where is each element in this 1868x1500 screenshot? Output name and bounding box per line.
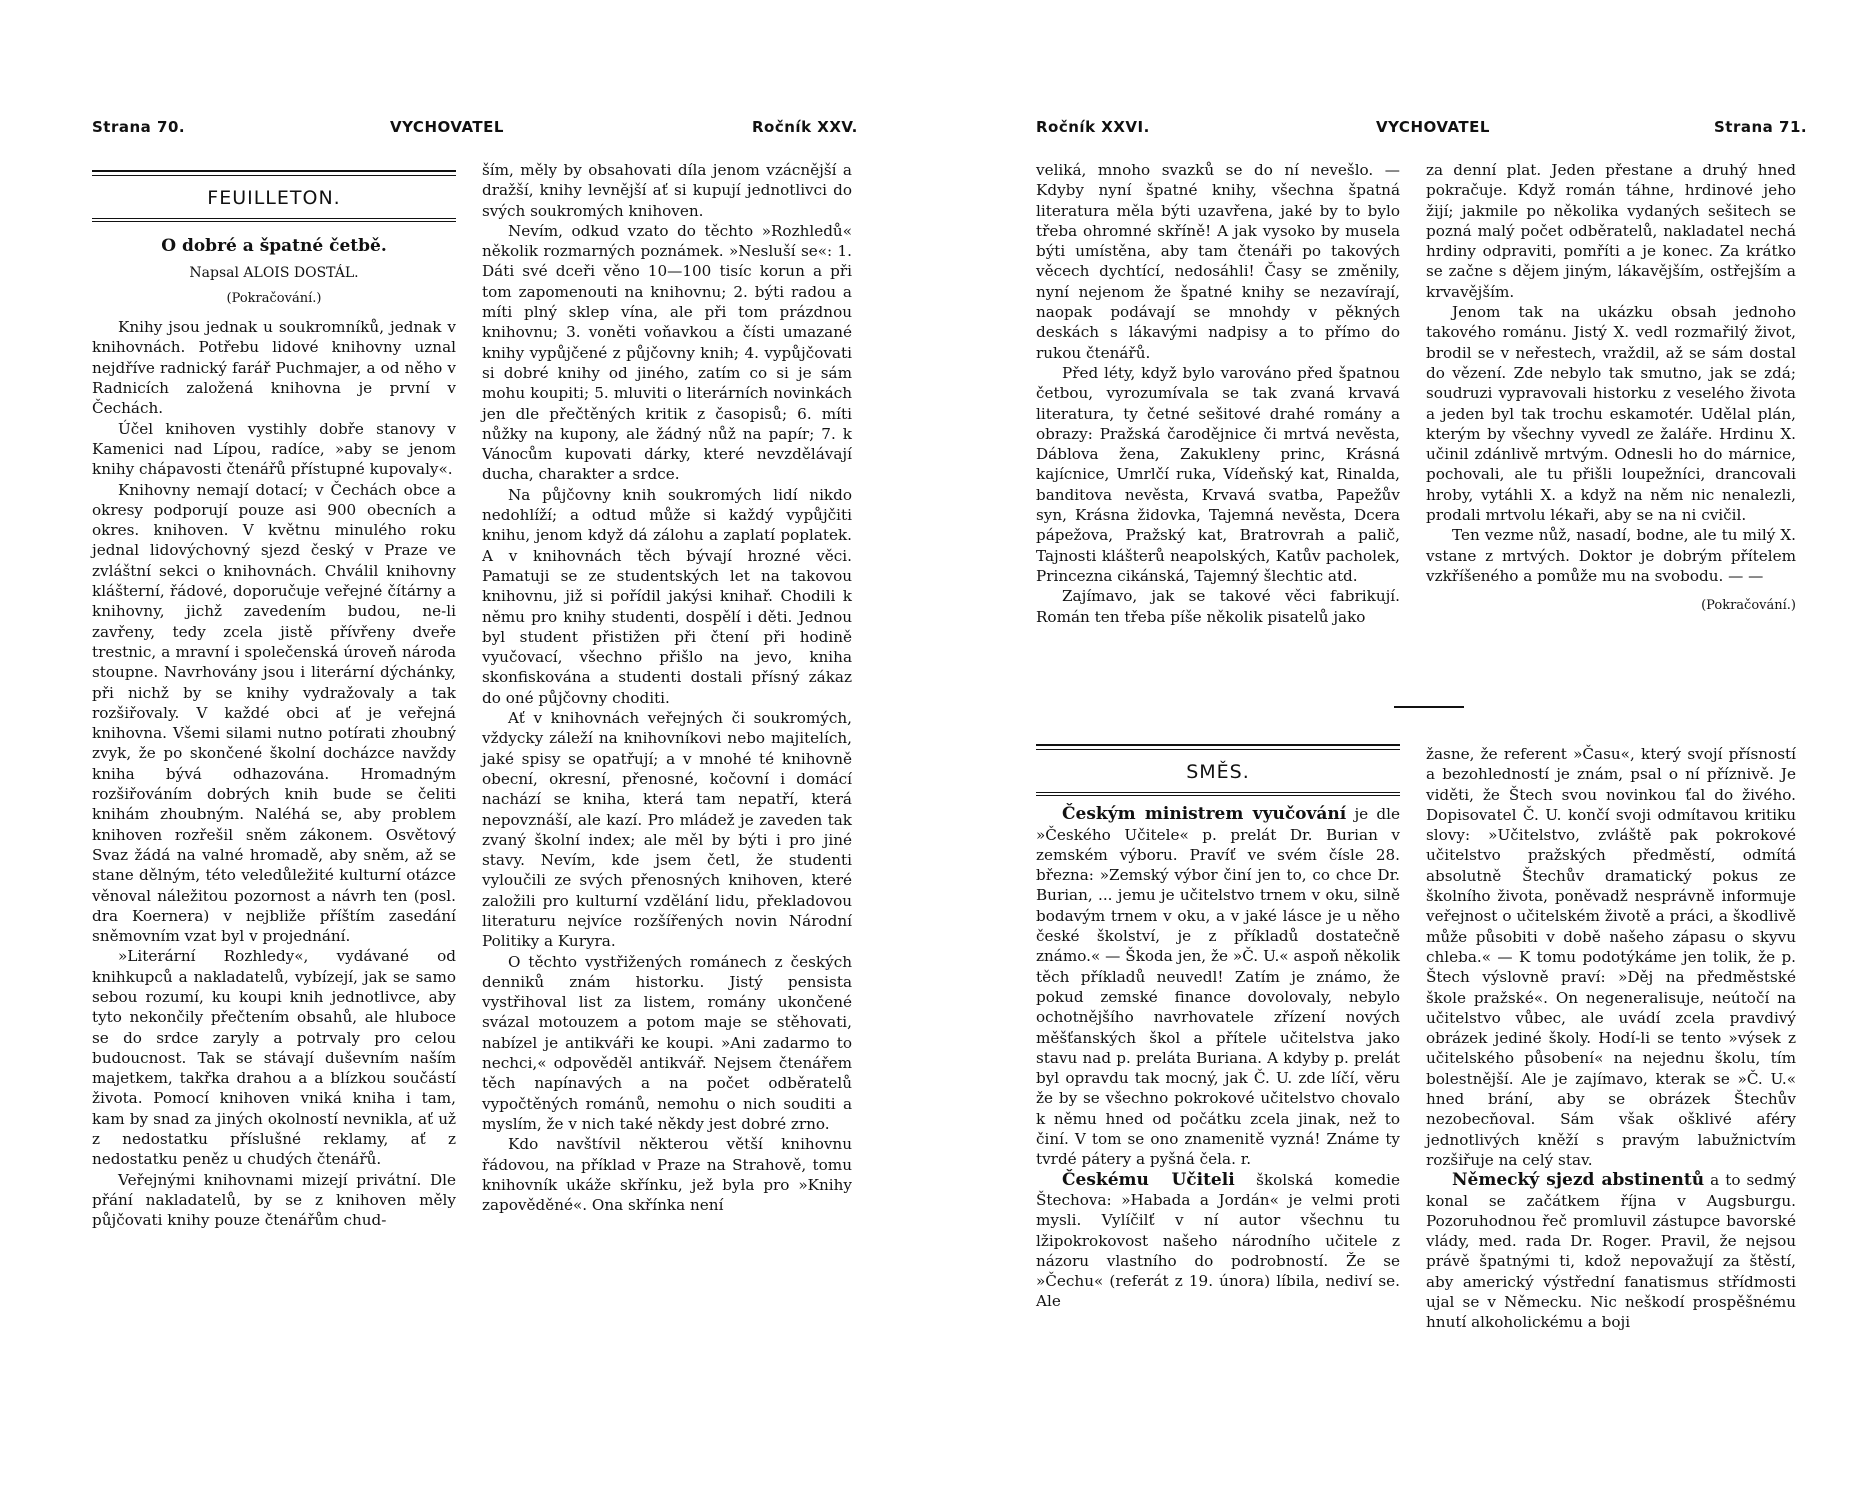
left-column-1: [92, 170, 456, 1231]
section-divider: [1394, 706, 1464, 708]
left-column-2: [482, 160, 852, 1215]
paragraph: Knihy jsou jednak u soukromníků, jednak v knihovnách. Potřebu lidové knihovny uznal nejdříve radnický farář Puchmajer, a od něho v Radnicích založená knihovna je první v Čechách.: [92, 318, 456, 418]
news-lead: Německý sjezd abstinentů: [1452, 1170, 1705, 1191]
section-title-smes: SMĚS.: [1186, 761, 1250, 783]
smes-rule-lower: [1036, 792, 1400, 796]
paragraph: Před léty, když bylo varováno před špatnou četbou, vyrozumívala se tak zvaná krvavá literatura, ty četné sešitové drahé romány a obrazy: Pražská čarodějnice či mrtvá nevěsta, Dáblova žena, Zakukleny princ, Krásná kajícnice, Umrlčí ruka, Vídeňský kat, Rinalda, banditova nevěsta, Krvavá svatba, Papežův syn, Krásna židovka, Tajemná nevěsta, Dcera pápežova, Pražský kat, Bratrovrah a palič, Tajnosti klášterů neapolských, Katův pacholek, Princezna cikánská, Tajemný šlechtic atd.: [1036, 363, 1400, 585]
left-journal-title: VYCHOVATEL: [390, 118, 504, 136]
news-text: školská komedie Štechova: »Habada a Jordán« je velmi proti mysli. Vylíčilť v ní autor všechnu tu lžipokrokovost našeho národního učitele z názoru vlastního do podrobností. Že se »Čechu« (referát z 19. února) líbila, nediví se. Ale: [1036, 1170, 1401, 1311]
news-item: [1426, 744, 1796, 1170]
continuation-note: (Pokračování.): [1701, 598, 1796, 614]
paragraph: »Literární Rozhledy«, vydávané od knihkupců a nakladatelů, vybízejí, jak se samo sebou rozumí, ku koupi knih jednotlivce, aby tyto nekončily přečtením obsahů, ale hluboce se do srdce zaryly a potrvaly pro celou budoucnost. Tak se stávají duševním naším majetkem, takřka drahou a a blízkou součástí života. Pomocí knihoven vniká kniha i tam, kam by snad za jiných okolností nevnikla, ať už z nedostatku příslušné reklamy, ať z nedostatku peněz u chudých čtenářů.: [92, 947, 456, 1169]
news-text: je dle »Českého Učitele« p. prelát Dr. Burian v zemském výboru. Pravíť ve svém čísle 28. března: »Zemský výbor činí jen to, co chce Dr. Burian, ... jemu je učitelstvo trnem v oku, silně bodavým trnem v oku, a v jaké lásce je u něho české školství, je z příkladů dostatečně známo.« — Škoda jen, že »Č. U.« aspoň několik těch příkladů neuvedl! Zatím je známo, že pokud zemské finance dovolovaly, nebylo ochotnějšího navrhovatele zřízení nových měšťanských škol a přítele učitelstva jako stavu nad p. preláta Buriana. A kdyby p. prelát byl opravdu tak mocný, jak Č. U. zde líčí, věru že by se všechno pokrokové učitelstvo chovalo k němu hned od počátku zcela jinak, než to činí. V tom se ono znamenitě vyzná! Známe ty tvrdé pátery a pyšná čela. r.: [1036, 805, 1400, 1169]
right-page-number: Strana 71.: [1714, 118, 1808, 136]
right-page: [934, 0, 1868, 1500]
paragraph: veliká, mnoho svazků se do ní nevešlo. — Kdyby nyní špatné knihy, všechna špatná literatura měla býti uzavřena, jaké by to bylo třeba ohromné skříně! A jak vysoko by musela býti umístěna, aby tam čtenáři po takových věcech dychtící, nedosáhli! Časy se změnily, nyní nejenom že špatné knihy se nezavírají, naopak podávají se mnohdy v pěkných deskách s lákavými nadpisy a to přímo do rukou čtenářů.: [1036, 161, 1400, 362]
paragraph: Účel knihoven vystihly dobře stanovy v Kamenici nad Lípou, radíce, »aby se jenom knihy chápavosti čtenářů přístupné kupovaly«.: [92, 419, 456, 479]
right-column-2-bottom: [1426, 744, 1796, 1333]
feuilleton-rule: [92, 170, 456, 176]
left-volume: Ročník XXV.: [752, 118, 858, 136]
news-text: žasne, že referent »Času«, který svojí přísností a bezohledností je znám, psal o ní příznivě. Je viděti, že Štech svou novinkou ťal do živého. Dopisovatel Č. U. končí svoji odmítavou kritiku slovy: »Učitelstvo, zvláště pak pokrokové učitelstvo pražských předměstí, odmítá absolutně Štechův dramatický pokus ze školního života, poněvadž nesprávně informuje veřejnost o učitelském životě a práci, a škodlivě může působiti v době našeho zápasu o skyvu chleba.« — K tomu podotýkáme jen tolik, že p. Štech výslovně praví: »Děj na předměstské škole pražské«. On negeneralisuje, neútočí na učitelstvo vůbec, ale uvádí zcela pravdivý obrázek jediné školy. Hodí-li se tento »výsek z učitelského působení« na nejednu školu, tím bolestnější. Ale je zajímavo, kterak se »Č. U.« hned brání, aby se obrázek Štechův nezobecňoval. Sám však ošklivé aféry jednotlivých kněží s pravým labužnictvím rozšiřuje na celý stav.: [1426, 745, 1796, 1169]
right-column-2-top: [1426, 160, 1796, 617]
feuilleton-rule-lower: [92, 218, 456, 222]
article-title: O dobré a špatné četbě.: [161, 236, 387, 257]
paragraph: Jenom tak na ukázku obsah jednoho takového románu. Jistý X. vedl rozmařilý život, brodil se v neřestech, vraždil, až se sám dostal do vězení. Zde nebylo tak smutno, jak se zdá; soudruzi vypravovali historku z veselého života a jeden byl tak trochu eskamotér. Udělal plán, kterým by všechny vyvedl ze žaláře. Hrdinu X. učinil zdánlivě mrtvým. Odnesli ho do márnice, pochovali, ale tu přišli loupežníci, drancovali hroby, vytáhli X. a když na něm nic nenalezli, prodali mrtvolu lékaři, aby se na ni cvičil.: [1426, 303, 1796, 525]
news-item: [1036, 804, 1400, 1169]
smes-rule: [1036, 744, 1400, 750]
paragraph: Na půjčovny knih soukromých lidí nikdo nedohlíží; a odtud může si každý vypůjčiti knihu, jenom když dá zálohu a zaplatí poplatek. A v knihovnách těch bývají hrozné věci. Pamatuji se ze studentských let na takovou knihovnu, již si pořídil jakýsi knihař. Chodili k němu pro knihy studenti, dospělí i děti. Jednou byl student přistižen při čtení při hodině vyučovací, všechno přišlo na jevo, kniha skonfiskována a studenti dostali přísný zákaz do oné půjčovny choditi.: [482, 485, 852, 707]
right-column-1-bottom: [1036, 744, 1400, 1312]
paragraph: Ať v knihovnách veřejných či soukromých, vždycky záleží na knihovníkovi nebo majitelích, jaké spisy se opatřují; a v mnohé té knihovně obecní, okresní, přenosné, kočovní i domácí nachází se kniha, která tam nepatří, která nepovznáší, ale kazí. Pro mládež je zaveden tak zvaný školní index; ale měl by býti i pro jiné stavy. Nevím, kde jsem četl, že studenti vyloučili ze svých přenosných knihoven, které založili pro kulturní vzdělání lidu, překladovou literaturu nejvíce rozšířených novin Národní Politiky a Kuryra.: [482, 709, 852, 951]
left-page-number: Strana 70.: [92, 118, 186, 136]
section-title-feuilleton: FEUILLETON.: [207, 187, 341, 209]
paragraph: Kdo navštívil některou větší knihovnu řádovou, na příklad v Praze na Strahově, tomu knihovník ukáže skřínku, jež byla pro »Knihy zapověděné«. Ona skřínka není: [482, 1135, 852, 1215]
paragraph: Zajímavo, jak se takové věci fabrikují. Román ten třeba píše několik pisatelů jako: [1036, 587, 1400, 626]
right-volume: Ročník XXVI.: [1036, 118, 1150, 136]
news-lead: Českému Učiteli: [1062, 1169, 1235, 1190]
right-journal-title: VYCHOVATEL: [1376, 118, 1490, 136]
right-column-1-top: [1036, 160, 1400, 627]
news-item: [1426, 1170, 1796, 1332]
news-lead: Českým ministrem vyučování: [1062, 804, 1347, 825]
paragraph: Veřejnými knihovnami mizejí privátní. Dle přání nakladatelů, by se z knihoven měly půjčovati knihy pouze čtenářům chud-: [92, 1170, 456, 1230]
article-continuation: (Pokračování.): [226, 290, 322, 306]
news-text: a to sedmý konal se začátkem října v Augsburgu. Pozoruhodnou řeč promluvil zástupce bavorské vlády, med. rada Dr. Roger. Pravil, že nejsou právě špatnými ti, kdož nepovažují za štěstí, aby americký výstřední fanatismus střídmosti ujal se v Německu. Nic neškodí prospěšnému hnutí alkoholickému a boji: [1426, 1171, 1796, 1332]
paragraph: Knihovny nemají dotací; v Čechách obce a okresy podporují pouze asi 900 obecních a okres. knihoven. V květnu minulého roku jednal lidovýchovný sjezd český v Praze ve zvláštní sekci o knihovnách. Chválil knihovny klášterní, řádové, doporučuje veřejné čítárny a knihovny, jichž zavedením budou, ne-li zavřeny, tedy zcela jistě přívřeny dveře trestnic, a mravní i společenská úroveň národa stoupne. Navrhovány jsou i literární dýchánky, při nichž by se knihy vydražovaly a tak rozšiřovaly. V každé obci ať je veřejná knihovna. Všemi silami nutno potírati zhoubný zvyk, že po skončené školní docházce navždy kniha bývá odhazována. Hromadným rozšiřováním dobrých knih bude se čeliti knihám zhoubným. Naléhá se, aby problem knihoven rozřešil sněm zákonem. Osvětový Svaz žádá na valné hromadě, aby sněm, až se stane dělným, této veledůležité kulturní otázce věnoval náležitou pozornost a návrh ten (posl. dra Koernera) v nejbliže příštím zasedání sněmovním vzat byl v projednání.: [92, 480, 456, 946]
article-author: Napsal ALOIS DOSTÁL.: [189, 264, 359, 281]
paragraph: O těchto vystřižených románech z českých denniků znám historku. Jistý pensista vystřihoval list za listem, romány ukončené svázal motouzem a potom maje se stěhovati, nabízel je antikváři ke koupi. »Ani zadarmo to nechci,« odpověděl antikvář. Nejsem čtenářem těch napínavých a na počet odběratelů vypočtěných románů, nemohu o nich souditi a myslím, že v nich také někdy jest dobré zrno.: [482, 952, 852, 1133]
paragraph: za denní plat. Jeden přestane a druhý hned pokračuje. Když román táhne, hrdinové jeho žijí; jakmile po několika vydaných sešitech se pozná malý počet odběratelů, nakladatel nechá hrdiny odpraviti, pomříti a je konec. Za krátko se začne s dějem jiným, lákavějším, ostřejším a krvavějším.: [1426, 161, 1796, 301]
paragraph: Nevím, odkud vzato do těchto »Rozhledů« několik rozmarných poznámek. »Nesluší se«: 1. Dáti své dceři věno 10—100 tisíc korun a při tom zapomenouti na knihovnu; 2. býti radou a míti plný sklep vína, ale při tom prázdnou knihovnu; 3. voněti voňavkou a čísti umazané knihy vypůjčené z půjčovny knih; 4. vypůjčovati si dobré knihy od jiného, zatím co si je sám mohu koupiti; 5. mluviti o literárních novinkách jen dle přečtěných kritik z časopisů; 6. míti nůžky na kupony, ale žádný nůž na papír; 7. k Vánocům kupovati dárky, které nevzdělávají ducha, charakter a srdce.: [482, 221, 852, 484]
paragraph: ším, měly by obsahovati díla jenom vzácnější a dražší, knihy levnější ať si kupují jednotlivci do svých soukromých knihoven.: [482, 161, 852, 220]
news-item: [1036, 1170, 1400, 1312]
paragraph: Ten vezme nůž, nasadí, bodne, ale tu milý X. vstane z mrtvých. Doktor je dobrým přítelem vzkříšeného a pomůže mu na svobodu. — —: [1426, 526, 1796, 585]
